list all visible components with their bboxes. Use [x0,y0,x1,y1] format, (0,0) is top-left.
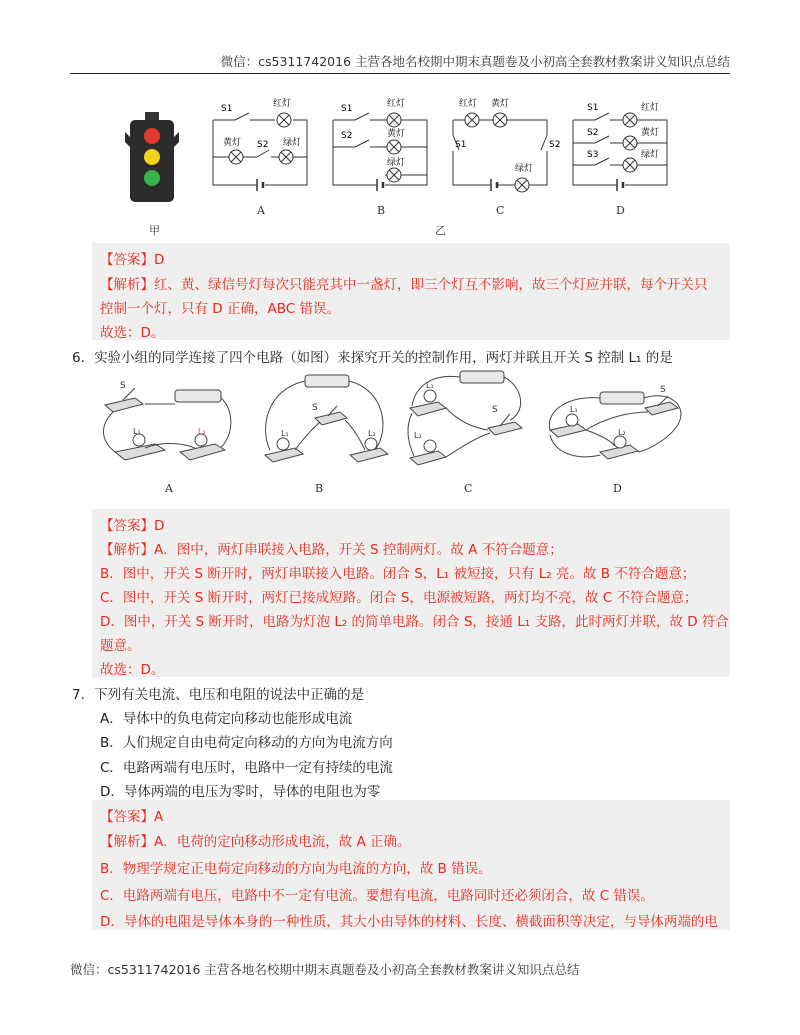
figure-label-jia: 甲 [149,224,160,237]
q5-analysis-line2: 控制一个灯，只有 D 正确，ABC 错误。 [100,301,340,317]
q7-analysis-a: 【解析】A．电荷的定向移动形成电流，故 A 正确。 [100,834,411,850]
label-green-lamp: 绿灯 [515,164,534,174]
q6-circuit-photo-a [95,370,245,470]
q5-analysis-line1: 【解析】红、黄、绿信号灯每次只能亮其中一盏灯，即三个灯互不影响，故三个灯应并联，每个开关只 [100,277,708,293]
label-s2: S2 [257,140,269,150]
q6-circuit-photo-b [255,370,395,470]
label-yellow-lamp: 黄灯 [491,99,510,109]
q7-option-c: C．电路两端有电压时，电路中一定有持续的电流 [100,760,393,776]
label-yellow-lamp: 黄灯 [387,129,406,139]
option-label-d: D [616,204,625,217]
circuit-diagram-c [445,95,561,195]
label-red-lamp: 红灯 [459,99,478,109]
option-label-c: C [496,204,505,217]
q6-analysis-c: C．图中，开关 S 断开时，两灯已接成短路。闭合 S，电源被短路，两灯均不亮，故 C 不符合题意； [100,590,698,606]
page-header: 微信：cs5311742016 主营各地名校期中期末真题卷及小初高全套教材教案讲义知识点总结 [220,54,730,69]
q6-analysis-d-line2: 题意。 [100,638,141,654]
svg-text:L₂: L₂ [414,431,422,440]
q6-option-a: A [165,482,173,495]
q6-option-d: D [613,482,622,495]
q6-option-c: C [464,482,473,495]
option-label-b: B [377,204,386,217]
svg-text:L₁: L₁ [133,427,141,436]
label-s1: S1 [455,140,467,150]
q7-option-a: A．导体中的负电荷定向移动也能形成电流 [100,711,353,727]
label-red-lamp: 红灯 [641,103,660,113]
label-s1: S1 [341,104,353,114]
label-s1: S1 [221,104,233,114]
q6-circuit-photo-c [400,368,535,468]
q7-stem: 7．下列有关电流、电压和电阻的说法中正确的是 [72,687,365,703]
label-red-lamp: 红灯 [387,99,406,109]
label-green-lamp: 绿灯 [283,138,302,148]
q7-analysis-d: D．导体的电阻是导体本身的一种性质，其大小由导体的材料、长度、横截面积等决定，与导体两端的电 [100,914,718,930]
q5-answer: 【答案】D [100,252,165,268]
label-s3: S3 [587,150,599,160]
svg-text:L₂: L₂ [368,429,376,438]
label-s1: S1 [587,103,599,113]
option-label-a: A [257,204,265,217]
label-s2: S2 [587,128,599,138]
figure-label-yi: 乙 [435,224,446,237]
svg-text:L₁: L₁ [570,405,578,414]
circuit-diagram-d [565,95,675,195]
label-green-lamp: 绿灯 [641,150,660,160]
svg-text:S: S [492,405,498,415]
svg-text:S: S [660,385,666,395]
q7-option-d: D．导体两端的电压为零时，导体的电阻也为零 [100,784,381,800]
q6-circuit-photo-d [540,380,690,465]
svg-text:L₁: L₁ [426,381,434,390]
label-s2: S2 [341,131,353,141]
svg-text:L₂: L₂ [618,428,626,437]
q7-answer: 【答案】A [100,809,164,825]
svg-text:S: S [312,403,318,413]
svg-text:L₁: L₁ [281,429,289,438]
circuit-diagram-b [325,95,435,195]
label-yellow-lamp: 黄灯 [641,128,660,138]
q6-option-b: B [315,482,324,495]
svg-text:L₂: L₂ [198,427,206,436]
label-green-lamp: 绿灯 [387,158,406,168]
q6-stem: 6．实验小组的同学连接了四个电路（如图）来探究开关的控制作用，两灯并联且开关 S 控制 L₁ 的是 [72,350,673,366]
q6-analysis-d-line1: D．图中，开关 S 断开时，电路为灯泡 L₂ 的简单电路。闭合 S，接通 L₁ 支路，此时两灯并联，故 D 符合 [100,614,729,630]
circuit-diagram-a [205,95,315,195]
q6-analysis-a: 【解析】A．图中，两灯串联接入电路，开关 S 控制两灯。故 A 不符合题意； [100,542,563,558]
label-yellow-lamp: 黄灯 [223,138,242,148]
header-rule [70,73,730,74]
q7-option-b: B．人们规定自由电荷定向移动的方向为电流方向 [100,735,393,751]
traffic-light-figure [125,112,185,202]
label-red-lamp: 红灯 [273,99,292,109]
q7-analysis-c: C．电路两端有电压，电路中不一定有电流。要想有电流，电路同时还必须闭合，故 C 错误。 [100,888,654,904]
q5-choose: 故选：D。 [100,325,165,341]
q6-choose: 故选：D。 [100,662,165,678]
q6-answer: 【答案】D [100,518,165,534]
svg-text:S: S [120,381,126,391]
page-footer: 微信：cs5311742016 主营各地名校期中期末真题卷及小初高全套教材教案讲义知识点总结 [70,962,580,977]
label-s2: S2 [549,140,561,150]
q6-analysis-b: B．图中，开关 S 断开时，两灯串联接入电路。闭合 S，L₁ 被短接，只有 L₂ 亮。故 B 不符合题意； [100,566,696,582]
q7-analysis-b: B．物理学规定正电荷定向移动的方向为电流的方向，故 B 错误。 [100,861,492,877]
